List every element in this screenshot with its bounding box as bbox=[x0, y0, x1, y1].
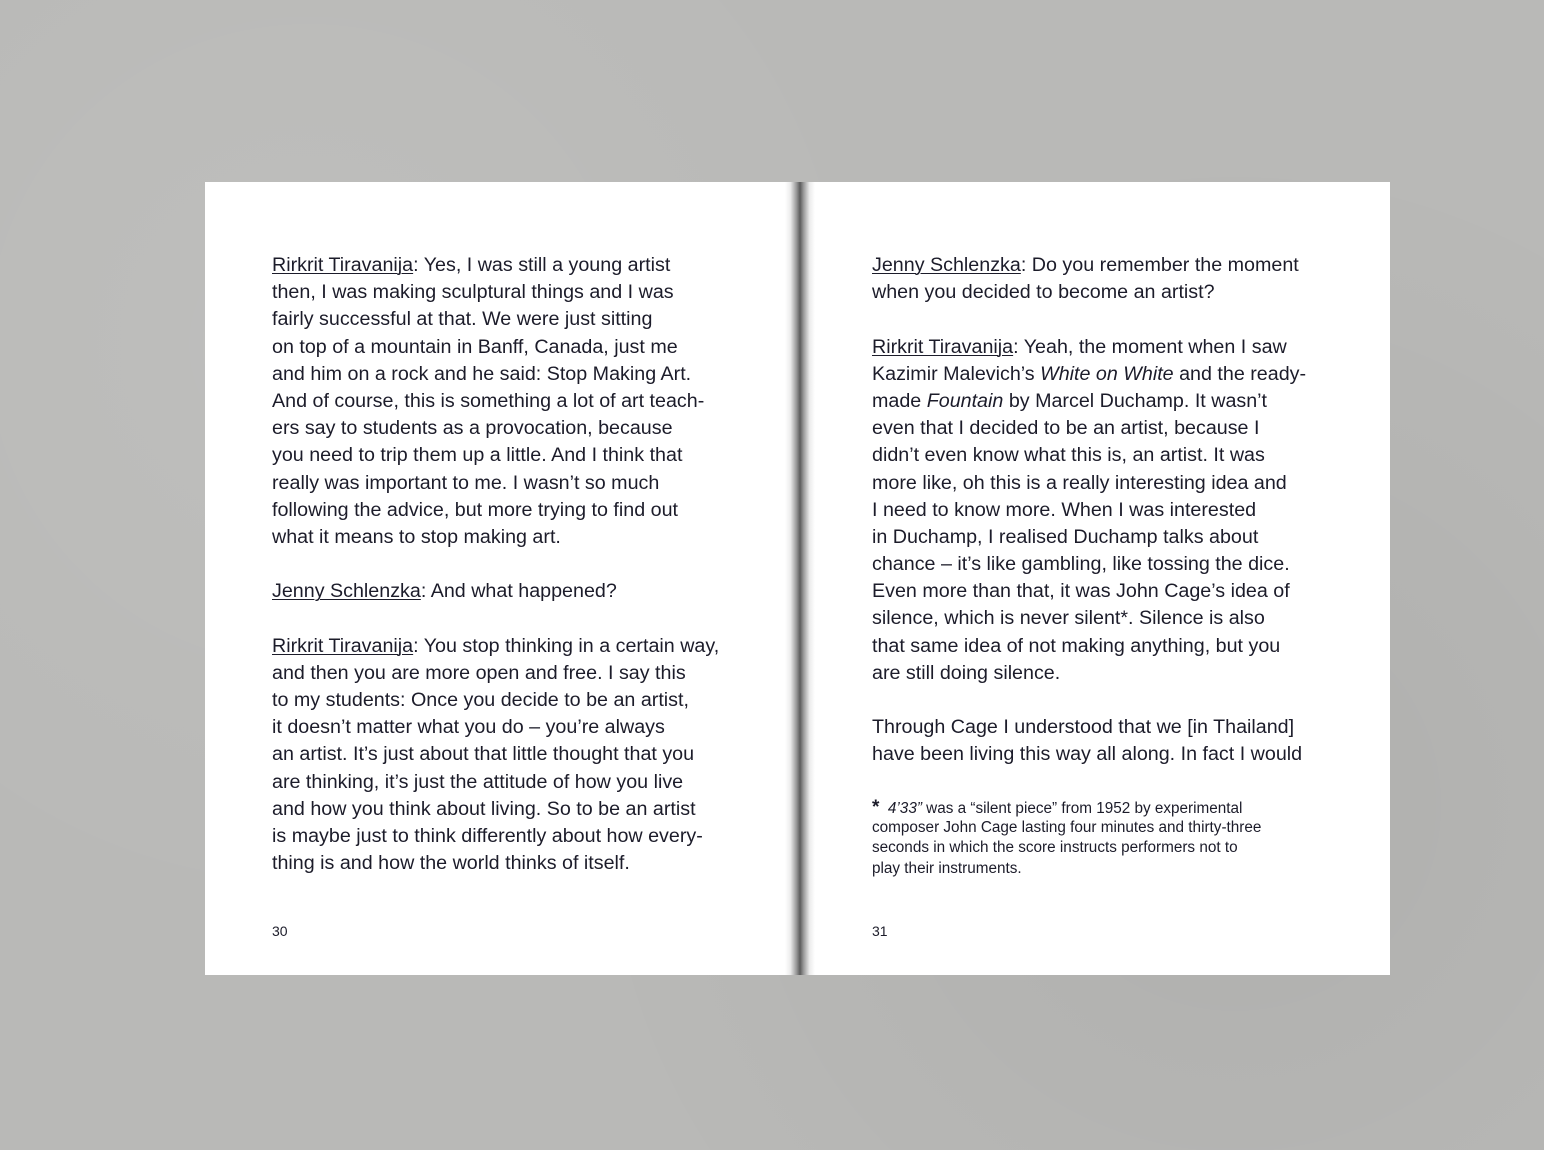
speaker-separator: : bbox=[1020, 254, 1032, 276]
line-text: by Marcel Duchamp. It wasn’t bbox=[1003, 389, 1268, 412]
page-number-right: 31 bbox=[872, 923, 888, 939]
line-text: Kazimir Malevich’s bbox=[872, 362, 1041, 385]
line-text: Do you remember the moment bbox=[1031, 254, 1299, 276]
footnote-line bbox=[872, 798, 1312, 818]
text-line: and how you think about living. So to be an artist bbox=[272, 797, 696, 820]
text-line: I need to know more. When I was interested bbox=[872, 498, 1257, 521]
page-number-left: 30 bbox=[272, 923, 288, 939]
text-line: even that I decided to be an artist, because I bbox=[872, 417, 1260, 440]
text-line: then, I was making sculptural things and I was bbox=[272, 281, 674, 304]
text-line: when you decided to become an artist? bbox=[872, 281, 1215, 304]
left-page bbox=[205, 182, 785, 975]
footnote-line: play their instruments. bbox=[872, 859, 1022, 877]
text-line bbox=[872, 361, 1342, 388]
text-line: is maybe just to think differently about how every- bbox=[272, 824, 703, 847]
text-line: Through Cage I understood that we [in Thailand] bbox=[872, 716, 1295, 739]
text-line: thing is and how the world thinks of itself. bbox=[272, 852, 630, 875]
book-spread bbox=[205, 182, 1390, 975]
footnote-line: composer John Cage lasting four minutes and thirty-three bbox=[872, 819, 1262, 837]
text-line: and then you are more open and free. I say this bbox=[272, 661, 686, 684]
paragraph-gap bbox=[872, 687, 1342, 714]
footnote bbox=[872, 798, 1312, 879]
text-line: really was important to me. I wasn’t so much bbox=[272, 471, 660, 494]
speaker-name: Jenny Schlenzka bbox=[872, 254, 1021, 276]
text-line: on top of a mountain in Banff, Canada, just me bbox=[272, 335, 678, 358]
text-line bbox=[872, 334, 1342, 361]
text-line: following the advice, but more trying to find out bbox=[272, 498, 679, 521]
text-line bbox=[872, 388, 1342, 415]
text-line bbox=[872, 252, 1342, 279]
text-line: you need to trip them up a little. And I think that bbox=[272, 444, 683, 467]
text-line: more like, oh this is a really interesting idea and bbox=[872, 471, 1287, 494]
speaker-separator: : bbox=[413, 254, 424, 276]
book-gutter bbox=[785, 182, 815, 975]
text-line: what it means to stop making art. bbox=[272, 525, 561, 548]
speaker-separator: : bbox=[420, 580, 431, 603]
text-line: ers say to students as a provocation, because bbox=[272, 417, 673, 440]
text-line: chance – it’s like gambling, like tossing the dice. bbox=[872, 553, 1290, 576]
text-line: it doesn’t matter what you do – you’re always bbox=[272, 716, 665, 739]
speaker-name: Rirkrit Tiravanija bbox=[872, 335, 1014, 358]
line-text: And what happened? bbox=[430, 580, 617, 603]
text-line bbox=[272, 578, 742, 605]
footnote-text: was a “silent piece” from 1952 by experimental bbox=[921, 800, 1243, 817]
right-page bbox=[815, 182, 1390, 975]
text-line: to my students: Once you decide to be an artist, bbox=[272, 689, 689, 711]
artwork-title: White on White bbox=[1040, 362, 1174, 385]
speaker-separator: : bbox=[1013, 335, 1024, 358]
text-line: in Duchamp, I realised Duchamp talks about bbox=[872, 525, 1259, 548]
paragraph-gap bbox=[872, 306, 1342, 333]
text-line: are still doing silence. bbox=[872, 661, 1061, 684]
text-line: and him on a rock and he said: Stop Making Art. bbox=[272, 362, 692, 385]
text-line bbox=[272, 633, 742, 660]
speaker-name: Jenny Schlenzka bbox=[272, 580, 421, 603]
left-page-text bbox=[272, 252, 742, 877]
line-text: Yeah, the moment when I saw bbox=[1023, 335, 1287, 358]
text-line: And of course, this is something a lot of art teach- bbox=[272, 389, 705, 412]
text-line: Even more than that, it was John Cage’s idea of bbox=[872, 580, 1290, 603]
line-text: and the ready- bbox=[1173, 362, 1307, 385]
text-line: an artist. It’s just about that little thought that you bbox=[272, 743, 695, 766]
text-line bbox=[272, 252, 742, 279]
text-line: fairly successful at that. We were just sitting bbox=[272, 308, 653, 331]
paragraph-gap bbox=[272, 605, 742, 632]
text-line: didn’t even know what this is, an artist. It was bbox=[872, 444, 1265, 467]
line-text: Yes, I was still a young artist bbox=[423, 254, 671, 276]
line-text: You stop thinking in a certain way, bbox=[423, 634, 720, 657]
speaker-name: Rirkrit Tiravanija bbox=[272, 634, 414, 657]
text-line: have been living this way all along. In fact I would bbox=[872, 743, 1303, 766]
right-page-text bbox=[872, 252, 1342, 769]
text-line: that same idea of not making anything, but you bbox=[872, 634, 1281, 657]
footnote-marker: * bbox=[872, 797, 880, 818]
text-line: silence, which is never silent*. Silence is also bbox=[872, 607, 1265, 630]
text-line: are thinking, it’s just the attitude of how you live bbox=[272, 770, 684, 793]
footnote-title: 4’33” bbox=[887, 800, 922, 817]
speaker-name: Rirkrit Tiravanija bbox=[272, 254, 414, 276]
paragraph-gap bbox=[272, 551, 742, 578]
footnote-line: seconds in which the score instructs performers not to bbox=[872, 839, 1238, 857]
speaker-separator: : bbox=[413, 634, 424, 657]
artwork-title: Fountain bbox=[926, 389, 1004, 412]
line-text: made bbox=[872, 389, 927, 412]
